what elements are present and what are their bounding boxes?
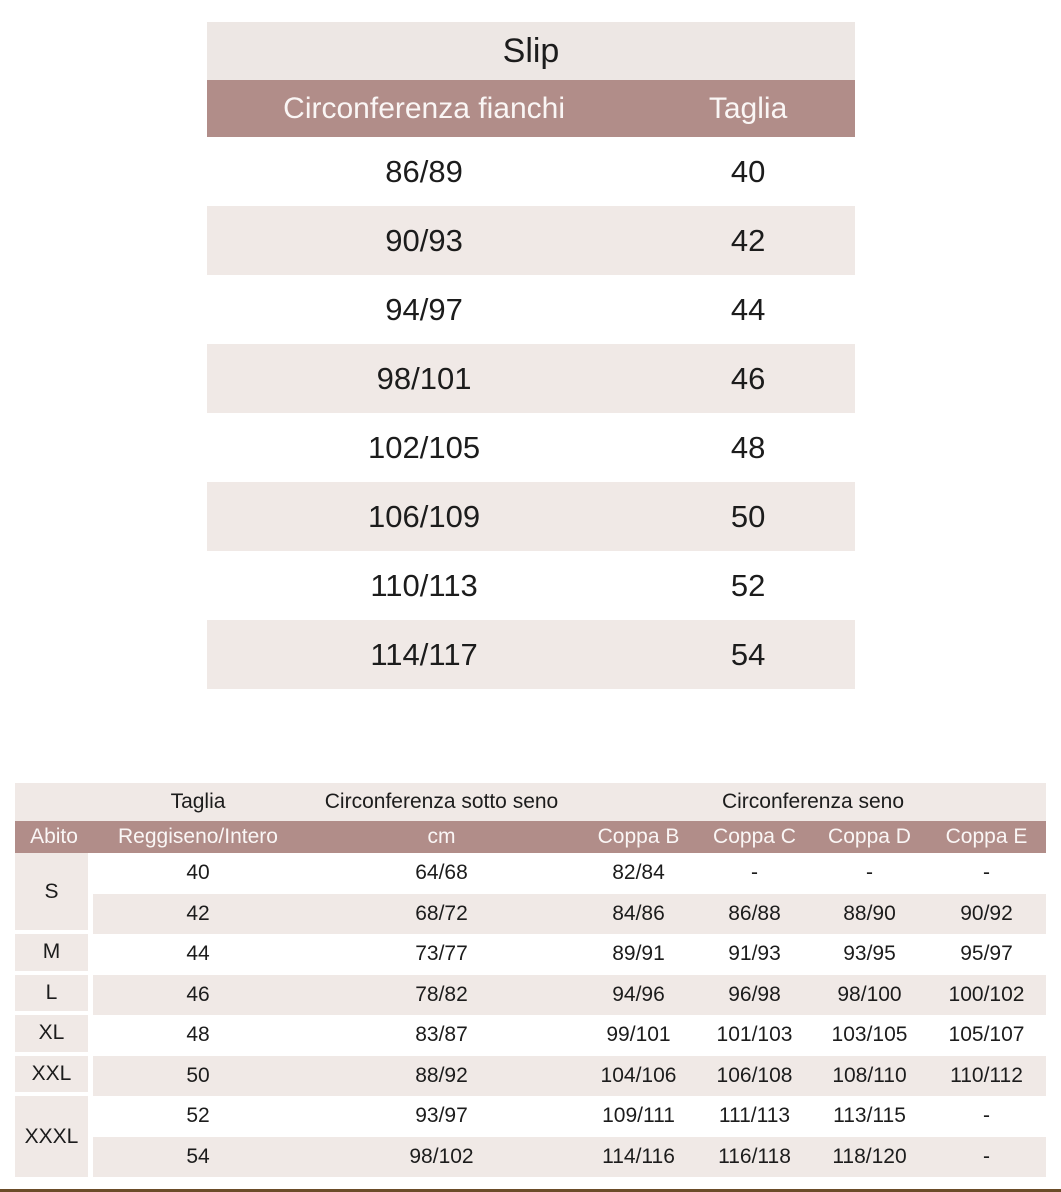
bra-data-cell: 113/115	[833, 1104, 906, 1128]
slip-table-row	[207, 551, 855, 620]
bra-data-cell: 78/82	[303, 975, 580, 1016]
bra-data-cell: 46	[93, 975, 303, 1016]
bra-data-cell: 104/106	[580, 1056, 697, 1097]
bra-abito-cell: XXL	[15, 1056, 93, 1097]
bra-data-cell: 118/120	[812, 1137, 927, 1178]
bra-data-cell: 84/86	[580, 894, 697, 935]
bra-data-cell: 50	[93, 1056, 303, 1097]
bra-header-coppa-c: Coppa C	[697, 821, 812, 853]
slip-table-row	[207, 413, 855, 482]
bra-data-cell: 82/84	[612, 861, 665, 885]
slip-size-cell: 46	[730, 360, 766, 396]
bra-header-coppa-e: Coppa E	[927, 821, 1046, 853]
slip-table-row	[207, 344, 855, 413]
bra-data-cell: 90/92	[927, 894, 1046, 935]
slip-header-circonferenza-fianchi: Circonferenza fianchi	[283, 91, 565, 125]
slip-size-cell: 40	[730, 153, 766, 189]
bra-data-cell: 103/105	[831, 1023, 908, 1047]
bra-data-cell: 73/77	[415, 942, 468, 966]
slip-size-cell: 48	[730, 429, 766, 465]
bra-data-cell: -	[751, 861, 758, 885]
slip-hips-cell: 86/89	[385, 153, 463, 189]
slip-hips-cell: 106/109	[368, 498, 481, 534]
bra-data-cell: 116/118	[697, 1137, 812, 1178]
bra-data-cell: 101/103	[716, 1023, 793, 1047]
slip-table-row	[207, 482, 855, 551]
slip-table-row	[207, 206, 855, 275]
bra-group-header-taglia: Taglia	[93, 783, 303, 821]
bra-abito-cell: XL	[15, 1015, 93, 1056]
bra-data-cell: 105/107	[948, 1023, 1025, 1047]
bra-header-coppa-d: Coppa D	[812, 821, 927, 853]
bra-data-cell: 95/97	[960, 942, 1013, 966]
bra-data-cell: 42	[93, 894, 303, 935]
bra-data-cell: 94/96	[580, 975, 697, 1016]
bra-data-cell: 68/72	[303, 894, 580, 935]
bra-data-cell: -	[927, 1137, 1046, 1178]
bra-data-cell: 44	[186, 942, 210, 966]
slip-table-row	[207, 275, 855, 344]
bra-data-cell: 89/91	[612, 942, 665, 966]
slip-table-row	[207, 620, 855, 689]
slip-size-cell: 52	[730, 567, 766, 603]
bra-data-cell: 111/113	[718, 1104, 791, 1128]
bra-data-cell: 88/90	[812, 894, 927, 935]
bra-group-header-seno: Circonferenza seno	[580, 783, 1046, 821]
bra-header-cm: cm	[303, 821, 580, 853]
bra-data-cell: 40	[186, 861, 210, 885]
bra-data-cell: 83/87	[415, 1023, 468, 1047]
bra-data-cell: 108/110	[812, 1056, 927, 1097]
slip-hips-cell: 102/105	[368, 429, 481, 465]
bra-data-cell: 93/95	[843, 942, 896, 966]
slip-size-cell: 54	[730, 636, 766, 672]
bra-data-cell: 88/92	[303, 1056, 580, 1097]
bra-data-cell: -	[983, 861, 990, 885]
bra-header-abito: Abito	[15, 821, 93, 853]
bra-data-cell: 54	[93, 1137, 303, 1178]
bra-group-header-empty	[15, 783, 93, 821]
slip-table-header-row	[207, 80, 855, 137]
slip-hips-cell: 110/113	[370, 567, 478, 603]
bra-data-cell: 91/93	[728, 942, 781, 966]
bra-abito-cell: L	[15, 975, 93, 1016]
bra-data-cell: 86/88	[697, 894, 812, 935]
bra-data-cell: 98/100	[812, 975, 927, 1016]
bra-data-cell: 48	[186, 1023, 210, 1047]
bra-data-cell: 99/101	[606, 1023, 671, 1047]
bra-data-cell: 114/116	[580, 1137, 697, 1178]
bra-data-cell: 109/111	[602, 1104, 675, 1128]
slip-table-row	[207, 137, 855, 206]
bra-data-cell: -	[983, 1104, 990, 1128]
slip-hips-cell: 90/93	[385, 222, 463, 258]
bra-data-cell: 110/112	[927, 1056, 1046, 1097]
bra-data-cell: 93/97	[415, 1104, 468, 1128]
bra-data-cell: 98/102	[303, 1137, 580, 1178]
bra-abito-cell: M	[15, 934, 93, 975]
slip-table-title: Slip	[207, 22, 855, 80]
bra-data-cell: -	[866, 861, 873, 885]
slip-hips-cell: 98/101	[376, 360, 472, 396]
slip-size-cell: 42	[730, 222, 766, 258]
bra-data-cell: 106/108	[697, 1056, 812, 1097]
bra-data-cell: 52	[186, 1104, 210, 1128]
bra-group-header-sotto-seno: Circonferenza sotto seno	[303, 783, 580, 821]
bra-abito-cell: XXXL	[15, 1096, 93, 1177]
bra-data-cell: 100/102	[927, 975, 1046, 1016]
bra-header-reggiseno-intero: Reggiseno/Intero	[93, 821, 303, 853]
slip-size-cell: 44	[730, 291, 766, 327]
slip-size-cell: 50	[730, 498, 766, 534]
bra-header-coppa-b: Coppa B	[580, 821, 697, 853]
slip-table-body	[207, 137, 855, 689]
bra-data-cell: 96/98	[697, 975, 812, 1016]
slip-header-taglia: Taglia	[708, 91, 788, 125]
slip-hips-cell: 114/117	[370, 636, 478, 672]
bra-size-table	[15, 783, 1046, 1177]
slip-size-table	[207, 22, 855, 689]
bra-data-cell: 64/68	[415, 861, 468, 885]
bra-abito-cell: S	[15, 853, 93, 934]
slip-hips-cell: 94/97	[385, 291, 463, 327]
